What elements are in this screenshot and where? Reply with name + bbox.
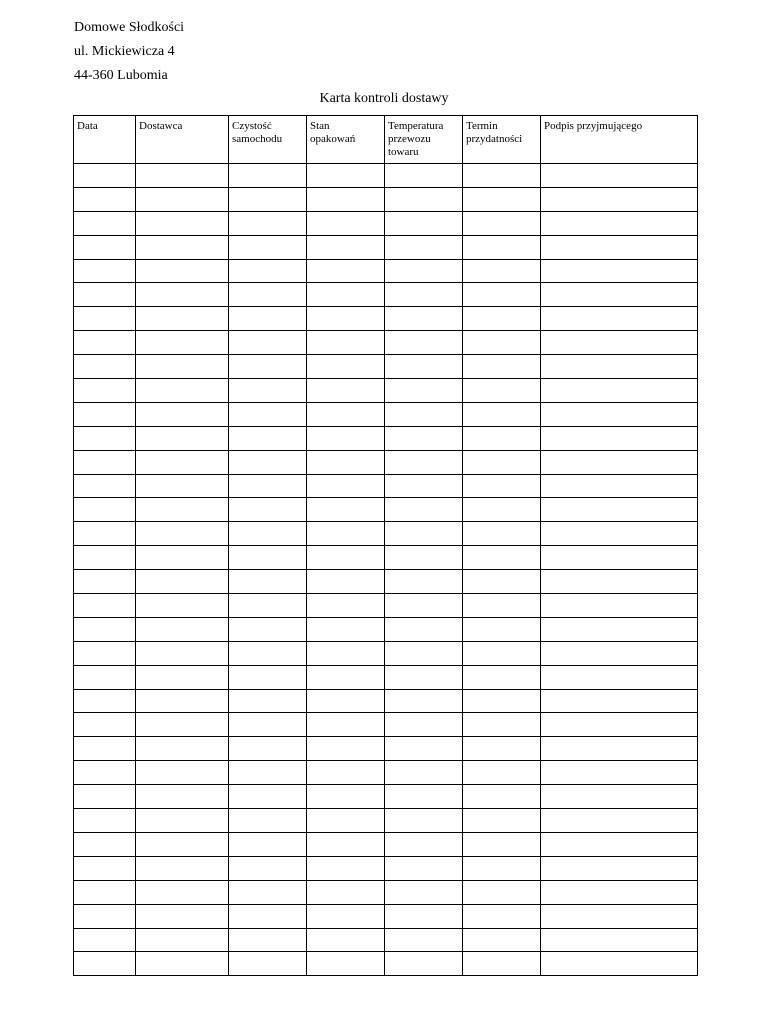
table-cell[interactable] (136, 498, 229, 522)
table-cell[interactable] (541, 761, 698, 785)
table-cell[interactable] (541, 546, 698, 570)
table-cell[interactable] (541, 498, 698, 522)
table-row (74, 713, 698, 737)
table-cell[interactable] (136, 904, 229, 928)
table-cell[interactable] (307, 904, 385, 928)
table-cell[interactable] (463, 331, 541, 355)
table-cell[interactable] (385, 880, 463, 904)
table-cell[interactable] (229, 856, 307, 880)
table-cell[interactable] (463, 928, 541, 952)
table-row (74, 379, 698, 403)
table-cell[interactable] (385, 952, 463, 976)
table-cell[interactable] (307, 713, 385, 737)
table-cell[interactable] (385, 187, 463, 211)
table-cell[interactable] (541, 307, 698, 331)
table-cell[interactable] (307, 594, 385, 618)
table-cell[interactable] (463, 402, 541, 426)
table-cell[interactable] (229, 283, 307, 307)
column-header-supplier: Dostawca (136, 116, 229, 164)
table-cell[interactable] (136, 570, 229, 594)
table-cell[interactable] (136, 450, 229, 474)
table-cell[interactable] (74, 187, 136, 211)
table-cell[interactable] (385, 594, 463, 618)
table-cell[interactable] (307, 737, 385, 761)
table-cell[interactable] (229, 498, 307, 522)
table-row (74, 928, 698, 952)
table-cell[interactable] (307, 331, 385, 355)
table-cell[interactable] (541, 474, 698, 498)
table-cell[interactable] (307, 259, 385, 283)
table-cell[interactable] (463, 952, 541, 976)
table-cell[interactable] (307, 617, 385, 641)
table-cell[interactable] (463, 713, 541, 737)
table-cell[interactable] (307, 832, 385, 856)
table-cell[interactable] (229, 402, 307, 426)
table-cell[interactable] (385, 283, 463, 307)
table-cell[interactable] (74, 594, 136, 618)
table-cell[interactable] (385, 498, 463, 522)
table-cell[interactable] (74, 164, 136, 188)
table-cell[interactable] (541, 570, 698, 594)
table-row (74, 809, 698, 833)
table-row (74, 259, 698, 283)
table-cell[interactable] (229, 426, 307, 450)
table-cell[interactable] (136, 307, 229, 331)
table-cell[interactable] (229, 307, 307, 331)
company-name: Domowe Słodkości (74, 20, 185, 35)
table-cell[interactable] (307, 665, 385, 689)
table-cell[interactable] (463, 880, 541, 904)
table-cell[interactable] (74, 283, 136, 307)
table-cell[interactable] (229, 713, 307, 737)
table-cell[interactable] (74, 689, 136, 713)
table-cell[interactable] (541, 331, 698, 355)
delivery-control-table (73, 115, 698, 976)
table-cell[interactable] (229, 785, 307, 809)
table-row (74, 904, 698, 928)
table-cell[interactable] (385, 617, 463, 641)
table-cell[interactable] (541, 856, 698, 880)
table-cell[interactable] (74, 832, 136, 856)
table-cell[interactable] (136, 164, 229, 188)
table-cell[interactable] (307, 498, 385, 522)
table-row (74, 952, 698, 976)
table-cell[interactable] (463, 235, 541, 259)
table-cell[interactable] (229, 235, 307, 259)
table-cell[interactable] (463, 594, 541, 618)
table-cell[interactable] (385, 450, 463, 474)
table-cell[interactable] (541, 379, 698, 403)
table-cell[interactable] (229, 570, 307, 594)
table-cell[interactable] (463, 737, 541, 761)
table-cell[interactable] (74, 402, 136, 426)
table-cell[interactable] (229, 641, 307, 665)
table-cell[interactable] (463, 426, 541, 450)
table-row (74, 355, 698, 379)
table-cell[interactable] (307, 426, 385, 450)
table-cell[interactable] (463, 355, 541, 379)
table-cell[interactable] (541, 832, 698, 856)
table-cell[interactable] (463, 785, 541, 809)
table-cell[interactable] (385, 402, 463, 426)
table-cell[interactable] (136, 355, 229, 379)
table-cell[interactable] (229, 187, 307, 211)
table-cell[interactable] (136, 594, 229, 618)
table-cell[interactable] (74, 498, 136, 522)
column-header-receiver-signature: Podpis przyjmującego (541, 116, 698, 164)
table-cell[interactable] (74, 379, 136, 403)
table-cell[interactable] (385, 235, 463, 259)
table-cell[interactable] (541, 450, 698, 474)
table-row (74, 617, 698, 641)
table-cell[interactable] (229, 880, 307, 904)
table-cell[interactable] (541, 235, 698, 259)
table-cell[interactable] (136, 761, 229, 785)
table-cell[interactable] (307, 164, 385, 188)
table-cell[interactable] (463, 689, 541, 713)
table-cell[interactable] (541, 283, 698, 307)
table-cell[interactable] (229, 522, 307, 546)
table-cell[interactable] (385, 546, 463, 570)
table-cell[interactable] (229, 809, 307, 833)
table-cell[interactable] (463, 904, 541, 928)
table-cell[interactable] (229, 211, 307, 235)
column-header-packaging-condition: Stan opakowań (307, 116, 385, 164)
table-row (74, 187, 698, 211)
table-cell[interactable] (74, 713, 136, 737)
table-cell[interactable] (385, 426, 463, 450)
table-cell[interactable] (74, 331, 136, 355)
table-cell[interactable] (74, 211, 136, 235)
table-cell[interactable] (307, 307, 385, 331)
table-cell[interactable] (229, 928, 307, 952)
table-cell[interactable] (385, 856, 463, 880)
table-row (74, 211, 698, 235)
table-cell[interactable] (229, 761, 307, 785)
table-cell[interactable] (541, 259, 698, 283)
table-cell[interactable] (385, 522, 463, 546)
table-cell[interactable] (385, 164, 463, 188)
table-row (74, 283, 698, 307)
table-cell[interactable] (385, 809, 463, 833)
table-cell[interactable] (463, 259, 541, 283)
table-cell[interactable] (463, 546, 541, 570)
table-cell[interactable] (74, 880, 136, 904)
table-cell[interactable] (136, 259, 229, 283)
table-row (74, 426, 698, 450)
table-cell[interactable] (541, 187, 698, 211)
table-cell[interactable] (74, 809, 136, 833)
table-cell[interactable] (463, 474, 541, 498)
table-cell[interactable] (463, 211, 541, 235)
table-cell[interactable] (463, 187, 541, 211)
table-cell[interactable] (136, 928, 229, 952)
table-cell[interactable] (541, 785, 698, 809)
table-cell[interactable] (74, 522, 136, 546)
table-cell[interactable] (74, 785, 136, 809)
table-row (74, 665, 698, 689)
table-cell[interactable] (74, 474, 136, 498)
company-city: 44-360 Lubomia (74, 68, 168, 83)
table-cell[interactable] (541, 211, 698, 235)
table-cell[interactable] (463, 498, 541, 522)
table-cell[interactable] (541, 952, 698, 976)
table-cell[interactable] (307, 689, 385, 713)
table-cell[interactable] (229, 594, 307, 618)
table-cell[interactable] (136, 331, 229, 355)
table-cell[interactable] (136, 665, 229, 689)
table-cell[interactable] (136, 641, 229, 665)
table-cell[interactable] (463, 809, 541, 833)
table-row (74, 737, 698, 761)
table-cell[interactable] (385, 259, 463, 283)
table-cell[interactable] (136, 426, 229, 450)
table-row (74, 450, 698, 474)
table-cell[interactable] (541, 737, 698, 761)
table-cell[interactable] (463, 570, 541, 594)
table-cell[interactable] (463, 617, 541, 641)
table-cell[interactable] (541, 617, 698, 641)
table-cell[interactable] (307, 402, 385, 426)
table-cell[interactable] (385, 307, 463, 331)
table-cell[interactable] (229, 832, 307, 856)
table-cell[interactable] (463, 379, 541, 403)
table-cell[interactable] (307, 450, 385, 474)
table-cell[interactable] (541, 164, 698, 188)
table-cell[interactable] (307, 211, 385, 235)
table-cell[interactable] (74, 546, 136, 570)
table-cell[interactable] (307, 641, 385, 665)
table-cell[interactable] (385, 785, 463, 809)
table-cell[interactable] (463, 164, 541, 188)
table-cell[interactable] (385, 761, 463, 785)
table-cell[interactable] (385, 355, 463, 379)
table-cell[interactable] (74, 856, 136, 880)
table-cell[interactable] (307, 952, 385, 976)
table-cell[interactable] (463, 856, 541, 880)
table-cell[interactable] (307, 570, 385, 594)
table-cell[interactable] (136, 617, 229, 641)
table-cell[interactable] (307, 235, 385, 259)
table-cell[interactable] (136, 785, 229, 809)
table-cell[interactable] (136, 402, 229, 426)
table-row (74, 402, 698, 426)
table-cell[interactable] (74, 426, 136, 450)
table-cell[interactable] (463, 665, 541, 689)
table-cell[interactable] (74, 450, 136, 474)
table-row (74, 880, 698, 904)
table-cell[interactable] (229, 737, 307, 761)
table-cell[interactable] (136, 474, 229, 498)
table-cell[interactable] (385, 474, 463, 498)
table-cell[interactable] (307, 856, 385, 880)
table-cell[interactable] (74, 665, 136, 689)
table-cell[interactable] (229, 617, 307, 641)
table-cell[interactable] (136, 832, 229, 856)
column-header-transport-temperature: Temperatura przewozu towaru (385, 116, 463, 164)
table-cell[interactable] (307, 474, 385, 498)
table-cell[interactable] (136, 187, 229, 211)
table-cell[interactable] (385, 641, 463, 665)
column-header-date: Data (74, 116, 136, 164)
table-cell[interactable] (385, 689, 463, 713)
table-cell[interactable] (541, 689, 698, 713)
table-cell[interactable] (541, 713, 698, 737)
table-cell[interactable] (307, 187, 385, 211)
table-cell[interactable] (136, 880, 229, 904)
table-cell[interactable] (307, 880, 385, 904)
table-cell[interactable] (463, 641, 541, 665)
table-cell[interactable] (229, 665, 307, 689)
table-cell[interactable] (229, 259, 307, 283)
table-row (74, 594, 698, 618)
table-row (74, 785, 698, 809)
table-cell[interactable] (74, 570, 136, 594)
table-cell[interactable] (229, 474, 307, 498)
table-cell[interactable] (74, 307, 136, 331)
table-cell[interactable] (307, 283, 385, 307)
table-cell[interactable] (136, 235, 229, 259)
table-row (74, 307, 698, 331)
table-cell[interactable] (307, 809, 385, 833)
table-cell[interactable] (385, 570, 463, 594)
table-cell[interactable] (136, 522, 229, 546)
table-row (74, 641, 698, 665)
table-cell[interactable] (74, 904, 136, 928)
table-row (74, 856, 698, 880)
table-cell[interactable] (541, 665, 698, 689)
table-cell[interactable] (136, 546, 229, 570)
table-cell[interactable] (229, 689, 307, 713)
table-cell[interactable] (74, 259, 136, 283)
table-cell[interactable] (385, 379, 463, 403)
table-cell[interactable] (229, 952, 307, 976)
column-header-vehicle-cleanliness: Czystość samochodu (229, 116, 307, 164)
table-row (74, 522, 698, 546)
table-cell[interactable] (74, 928, 136, 952)
table-row (74, 498, 698, 522)
table-cell[interactable] (307, 785, 385, 809)
table-cell[interactable] (385, 331, 463, 355)
table-row (74, 546, 698, 570)
table-cell[interactable] (385, 211, 463, 235)
table-cell[interactable] (307, 928, 385, 952)
table-row (74, 164, 698, 188)
column-header-expiry-date: Termin przydatności (463, 116, 541, 164)
table-cell[interactable] (74, 235, 136, 259)
table-cell[interactable] (74, 952, 136, 976)
table-cell[interactable] (541, 402, 698, 426)
table-cell[interactable] (307, 761, 385, 785)
table-row (74, 761, 698, 785)
table-cell[interactable] (136, 689, 229, 713)
table-cell[interactable] (307, 379, 385, 403)
table-cell[interactable] (74, 761, 136, 785)
table-cell[interactable] (541, 809, 698, 833)
table-cell[interactable] (229, 904, 307, 928)
table-cell[interactable] (541, 928, 698, 952)
table-cell[interactable] (229, 355, 307, 379)
table-cell[interactable] (463, 832, 541, 856)
table-cell[interactable] (385, 665, 463, 689)
table-cell[interactable] (385, 928, 463, 952)
table-cell[interactable] (541, 641, 698, 665)
table-cell[interactable] (385, 904, 463, 928)
table-cell[interactable] (307, 546, 385, 570)
table-cell[interactable] (229, 164, 307, 188)
table-cell[interactable] (136, 713, 229, 737)
table-cell[interactable] (307, 522, 385, 546)
table-cell[interactable] (229, 450, 307, 474)
table-cell[interactable] (463, 450, 541, 474)
table-cell[interactable] (74, 355, 136, 379)
table-row (74, 235, 698, 259)
table-cell[interactable] (307, 355, 385, 379)
table-body (74, 164, 698, 976)
table-cell[interactable] (229, 379, 307, 403)
table-cell[interactable] (385, 832, 463, 856)
table-cell[interactable] (74, 737, 136, 761)
table-row (74, 331, 698, 355)
table-cell[interactable] (463, 522, 541, 546)
table-row (74, 474, 698, 498)
table-cell[interactable] (136, 379, 229, 403)
table-cell[interactable] (136, 952, 229, 976)
table-cell[interactable] (463, 307, 541, 331)
table-cell[interactable] (541, 904, 698, 928)
table-cell[interactable] (463, 283, 541, 307)
table-cell[interactable] (385, 713, 463, 737)
table-row (74, 570, 698, 594)
table-cell[interactable] (136, 211, 229, 235)
table-cell[interactable] (463, 761, 541, 785)
table-cell[interactable] (74, 617, 136, 641)
table-cell[interactable] (136, 856, 229, 880)
document-title: Karta kontroli dostawy (319, 91, 449, 106)
table-cell[interactable] (74, 641, 136, 665)
table-cell[interactable] (541, 355, 698, 379)
table-cell[interactable] (385, 737, 463, 761)
table-row (74, 689, 698, 713)
table-cell[interactable] (229, 331, 307, 355)
table-cell[interactable] (136, 809, 229, 833)
table-cell[interactable] (541, 594, 698, 618)
table-header-row (74, 116, 698, 164)
table-cell[interactable] (229, 546, 307, 570)
company-street: ul. Mickiewicza 4 (74, 44, 175, 59)
table-cell[interactable] (541, 522, 698, 546)
table-cell[interactable] (136, 283, 229, 307)
table-row (74, 832, 698, 856)
table-cell[interactable] (541, 880, 698, 904)
table-cell[interactable] (541, 426, 698, 450)
table-cell[interactable] (136, 737, 229, 761)
